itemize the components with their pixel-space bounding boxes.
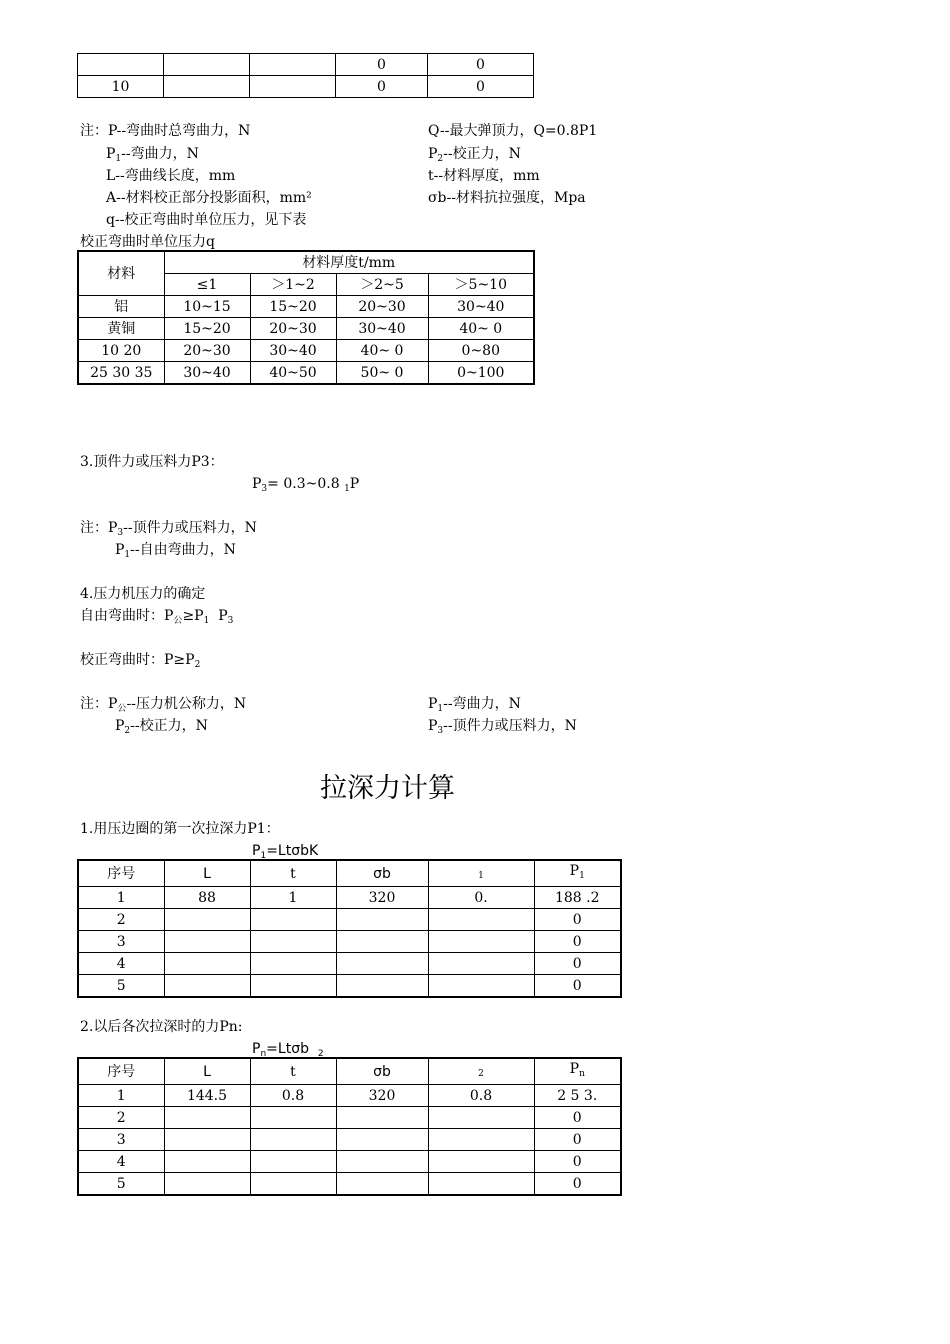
- note-q: Q--最大弹顶力，Q=0.8P1: [428, 123, 598, 139]
- material-cell: 黄铜: [78, 318, 164, 340]
- top-table: [77, 53, 534, 98]
- table-cell: [164, 931, 250, 953]
- subscript: 3: [227, 616, 234, 626]
- section3-note-p3: [80, 519, 257, 542]
- subscript: 公: [117, 704, 127, 714]
- symbol: P: [428, 146, 438, 162]
- header-sb: σb: [336, 1058, 428, 1085]
- table-header-row: [78, 860, 621, 887]
- header-l: L: [164, 1058, 250, 1085]
- note-text: --弯曲力，N: [443, 696, 521, 712]
- note-text: --弯曲力，N: [121, 146, 199, 162]
- table-cell: [428, 975, 534, 998]
- table-cell: [336, 1129, 428, 1151]
- subscript: 3: [261, 484, 268, 494]
- note-text: --校正力，N: [130, 718, 208, 734]
- symbol: P: [252, 1041, 261, 1057]
- formula-text: = 0.3~0.8: [267, 476, 340, 492]
- table-cell: 0.8: [250, 1085, 336, 1107]
- note-sb: σb--材料抗拉强度，Mpa: [428, 190, 586, 206]
- table-cell: 3: [78, 931, 164, 953]
- table-row: [78, 1129, 621, 1151]
- table-cell: [250, 975, 336, 998]
- table-cell: 50~ 0: [336, 362, 428, 385]
- section3-note-p1: [115, 541, 236, 564]
- table-cell: 0.8: [428, 1085, 534, 1107]
- table-cell: 0: [534, 1107, 621, 1129]
- table-cell: 20~30: [250, 318, 336, 340]
- table-cell: [428, 1107, 534, 1129]
- table-cell: [164, 909, 250, 931]
- note-text: --压力机公称力，N: [126, 696, 247, 712]
- table-cell: 0: [336, 76, 428, 98]
- formula-text: 自由弯曲时：P: [80, 608, 174, 624]
- table-cell: 0: [534, 1173, 621, 1196]
- table-cell: [336, 975, 428, 998]
- formula-text: =LtσbK: [266, 843, 319, 859]
- material-cell: 铝: [78, 296, 164, 318]
- section4-note-pg: [80, 695, 246, 718]
- table-row: [78, 953, 621, 975]
- subscript: n: [579, 1069, 585, 1079]
- table-cell: [250, 1107, 336, 1129]
- section4-heading: 4.压力机压力的确定: [80, 586, 206, 602]
- table-cell: [164, 1129, 250, 1151]
- symbol: P: [106, 146, 116, 162]
- table-cell: 30~40: [336, 318, 428, 340]
- subscript: 3: [437, 726, 444, 736]
- table-cell: 0: [534, 1129, 621, 1151]
- table-row: [78, 296, 534, 318]
- table-cell: 2: [78, 1107, 164, 1129]
- table-cell: 320: [336, 1085, 428, 1107]
- subscript: 2: [478, 1069, 484, 1079]
- table-cell: [164, 975, 250, 998]
- header-p: [534, 1058, 621, 1085]
- table-cell: 4: [78, 1151, 164, 1173]
- table-cell: 3: [78, 1129, 164, 1151]
- symbol: P: [428, 696, 438, 712]
- draw1-heading: 1.用压边圈的第一次拉深力P1：: [80, 821, 280, 837]
- subscript: 1: [124, 550, 131, 560]
- subscript: 1: [579, 871, 585, 881]
- header-sb: σb: [336, 860, 428, 887]
- table-cell: [164, 1151, 250, 1173]
- table-cell: [428, 931, 534, 953]
- thickness-header: 材料厚度t/mm: [164, 251, 534, 274]
- table-cell: [250, 909, 336, 931]
- subscript: 2: [194, 660, 201, 670]
- header-p-symbol: P: [569, 863, 580, 879]
- note-text: --顶件力或压料力，N: [123, 520, 257, 536]
- note-prefix: 注：: [80, 520, 108, 536]
- table-cell: 0~100: [428, 362, 534, 385]
- table-cell: 30~40: [428, 296, 534, 318]
- range-header: ＞2~5: [336, 274, 428, 296]
- table-cell: 1: [78, 1085, 164, 1107]
- table-cell: 1: [78, 887, 164, 909]
- material-cell: 10 20: [78, 340, 164, 362]
- table-cell: [164, 953, 250, 975]
- header-k: [428, 1058, 534, 1085]
- table-cell: [250, 1151, 336, 1173]
- unit-pressure-table: [77, 250, 535, 385]
- table-cell: 20~30: [336, 296, 428, 318]
- table-cell: 188 .2: [534, 887, 621, 909]
- table-cell: 0: [534, 975, 621, 998]
- header-index: 序号: [78, 860, 164, 887]
- symbol: P: [428, 718, 438, 734]
- table-cell: [336, 1107, 428, 1129]
- note-p: [80, 122, 250, 140]
- header-t: t: [250, 1058, 336, 1085]
- table-cell: 2 5 3.: [534, 1085, 621, 1107]
- note-p1: [106, 145, 199, 168]
- table-cell: 0: [336, 54, 428, 76]
- table-cell: [164, 1173, 250, 1196]
- section3-formula: [252, 475, 359, 498]
- symbol: P: [252, 476, 262, 492]
- table-row: [78, 1151, 621, 1173]
- section4-note-p1: [428, 695, 521, 718]
- table-cell: 0: [534, 931, 621, 953]
- table-row: [78, 76, 534, 98]
- subscript: 1: [203, 616, 210, 626]
- table-cell: [428, 1151, 534, 1173]
- symbol: P: [115, 718, 125, 734]
- note-prefix: 注：: [80, 123, 108, 139]
- table-cell: [336, 909, 428, 931]
- symbol: P: [252, 843, 261, 859]
- formula-text: =Ltσb: [266, 1041, 309, 1057]
- table-cell: 0~80: [428, 340, 534, 362]
- header-l: L: [164, 860, 250, 887]
- table-cell: [428, 909, 534, 931]
- table-cell: 1: [250, 887, 336, 909]
- table-row: [78, 909, 621, 931]
- subscript: 1: [115, 154, 122, 164]
- table-cell: 30~40: [250, 340, 336, 362]
- material-cell: 25 30 35: [78, 362, 164, 385]
- q-table-caption: 校正弯曲时单位压力q: [80, 234, 215, 250]
- note-text: --校正力，N: [443, 146, 521, 162]
- table-row: [78, 1107, 621, 1129]
- table-cell: 40~ 0: [336, 340, 428, 362]
- table-cell: [250, 931, 336, 953]
- note-text: --顶件力或压料力，N: [443, 718, 577, 734]
- table-header-row: [78, 1058, 621, 1085]
- table-row: [78, 975, 621, 998]
- table-cell: [336, 1151, 428, 1173]
- note-p2: [428, 145, 521, 168]
- header-index: 序号: [78, 1058, 164, 1085]
- table-cell: 30~40: [164, 362, 250, 385]
- note-l: L--弯曲线长度，mm: [106, 168, 236, 184]
- table-cell: 10~15: [164, 296, 250, 318]
- subscript: 3: [117, 528, 124, 538]
- symbol: P: [108, 520, 118, 536]
- table-cell: [250, 1129, 336, 1151]
- formula-text: ≥P: [182, 608, 204, 624]
- table-cell: [164, 54, 250, 76]
- table-cell: [164, 76, 250, 98]
- formula-text: P: [349, 476, 360, 492]
- table-cell: [428, 953, 534, 975]
- table-cell: 0: [534, 953, 621, 975]
- table-cell: [336, 953, 428, 975]
- note-a: A--材料校正部分投影面积，mm²: [106, 190, 312, 206]
- subscript: n: [260, 1049, 267, 1059]
- table-cell: [250, 953, 336, 975]
- note-q-pressure: q--校正弯曲时单位压力，见下表: [106, 212, 307, 228]
- table-cell: [336, 1173, 428, 1196]
- note-text: P--弯曲时总弯曲力，N: [108, 123, 251, 139]
- subscript: 1: [478, 871, 484, 881]
- range-header: ＞1~2: [250, 274, 336, 296]
- table-cell: [78, 54, 164, 76]
- table-cell: 10: [78, 76, 164, 98]
- table-cell: 20~30: [164, 340, 250, 362]
- header-t: t: [250, 860, 336, 887]
- table-row: [78, 54, 534, 76]
- table-cell: 0: [534, 1151, 621, 1173]
- section4-corrective: [80, 651, 200, 674]
- table-cell: 5: [78, 975, 164, 998]
- table-cell: 0: [428, 54, 534, 76]
- header-p-symbol: P: [569, 1061, 580, 1077]
- subscript: 1: [437, 704, 444, 714]
- table-cell: 144.5: [164, 1085, 250, 1107]
- table-row: [78, 340, 534, 362]
- draw2-table: [77, 1057, 622, 1196]
- table-row: [78, 318, 534, 340]
- subscript: 1: [260, 851, 267, 861]
- table-cell: [250, 76, 336, 98]
- table-cell: [336, 931, 428, 953]
- table-cell: 15~20: [250, 296, 336, 318]
- table-cell: 40~ 0: [428, 318, 534, 340]
- range-header: ＞5~10: [428, 274, 534, 296]
- range-header: ≤1: [164, 274, 250, 296]
- table-row: [78, 362, 534, 385]
- section4-note-p2: [115, 717, 208, 740]
- draw1-table: [77, 859, 622, 998]
- table-cell: 88: [164, 887, 250, 909]
- symbol: P: [115, 542, 125, 558]
- table-cell: 320: [336, 887, 428, 909]
- table-cell: 0: [534, 909, 621, 931]
- table-cell: 5: [78, 1173, 164, 1196]
- table-cell: 40~50: [250, 362, 336, 385]
- table-cell: [164, 1107, 250, 1129]
- page-title: 拉深力计算: [320, 773, 455, 804]
- formula-text: 校正弯曲时：P≥P: [80, 652, 195, 668]
- table-row: [78, 887, 621, 909]
- table-cell: [428, 1129, 534, 1151]
- formula-text: P: [218, 608, 228, 624]
- table-cell: [250, 54, 336, 76]
- subscript: 2: [317, 1049, 324, 1059]
- section4-free: [80, 607, 233, 630]
- header-p: [534, 860, 621, 887]
- header-k: [428, 860, 534, 887]
- subscript: 公: [173, 616, 183, 626]
- table-cell: 15~20: [164, 318, 250, 340]
- table-cell: 4: [78, 953, 164, 975]
- table-row: [78, 1085, 621, 1107]
- subscript: 2: [437, 154, 444, 164]
- note-prefix: 注：: [80, 696, 108, 712]
- note-t: t--材料厚度，mm: [428, 168, 540, 184]
- table-header-row: [78, 251, 534, 274]
- section4-note-p3: [428, 717, 577, 740]
- table-cell: [250, 1173, 336, 1196]
- note-text: --自由弯曲力，N: [130, 542, 236, 558]
- symbol: P: [108, 696, 118, 712]
- table-cell: [428, 1173, 534, 1196]
- material-header: 材料: [78, 251, 164, 296]
- draw2-heading: 2.以后各次拉深时的力Pn:: [80, 1019, 243, 1035]
- subscript: 2: [124, 726, 131, 736]
- table-row: [78, 931, 621, 953]
- table-cell: 2: [78, 909, 164, 931]
- table-cell: 0.: [428, 887, 534, 909]
- section3-heading: 3.顶件力或压料力P3：: [80, 454, 224, 470]
- subscript: 1: [344, 484, 350, 494]
- table-cell: 0: [428, 76, 534, 98]
- table-row: [78, 1173, 621, 1196]
